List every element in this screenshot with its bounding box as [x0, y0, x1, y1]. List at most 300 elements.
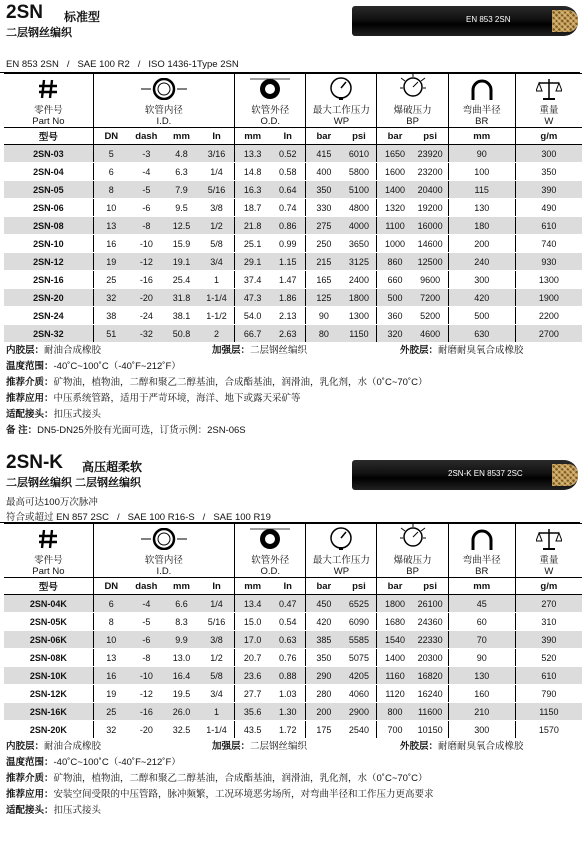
- part-number-cell: 2SN-05: [4, 181, 93, 199]
- value-cell: 3/8: [199, 199, 235, 217]
- part-number-cell: 2SN-06K: [4, 631, 93, 649]
- value-cell: -6: [129, 631, 164, 649]
- value-cell: 0.63: [270, 631, 306, 649]
- value-cell: 8.3: [164, 613, 199, 631]
- weight-header: 重量 W: [515, 74, 582, 128]
- value-cell: 2.13: [270, 307, 306, 325]
- value-cell: 4800: [341, 199, 377, 217]
- product-code: 2SN: [6, 2, 43, 23]
- value-cell: 290: [306, 667, 342, 685]
- value-cell: 300: [448, 271, 515, 289]
- value-cell: 4.8: [164, 145, 199, 163]
- value-cell: 19: [93, 685, 129, 703]
- value-cell: 215: [306, 253, 342, 271]
- value-cell: 100: [448, 163, 515, 181]
- hash-icon: [38, 78, 58, 100]
- id-header-k: 软管内径 I.D.: [93, 524, 234, 578]
- spec-table-2sn-k: [4, 523, 582, 739]
- value-cell: 2540: [341, 721, 377, 739]
- value-cell: 4205: [341, 667, 377, 685]
- value-cell: 420: [306, 613, 342, 631]
- part-number-cell: 2SN-03: [4, 145, 93, 163]
- hose-print-k: 2SN-K EN 8537 2SC: [448, 469, 523, 478]
- scale-icon: [536, 528, 562, 550]
- value-cell: 210: [448, 703, 515, 721]
- value-cell: 6.6: [164, 595, 199, 613]
- table-row: [4, 631, 582, 649]
- value-cell: 20.7: [235, 649, 271, 667]
- value-cell: -20: [129, 721, 164, 739]
- value-cell: 25.4: [164, 271, 199, 289]
- value-cell: 1/2: [199, 649, 235, 667]
- value-cell: 1540: [377, 631, 413, 649]
- value-cell: 250: [306, 235, 342, 253]
- value-cell: 1/4: [199, 595, 235, 613]
- value-cell: 1680: [377, 613, 413, 631]
- weight-header-k: 重量 W: [515, 524, 582, 578]
- value-cell: 4000: [341, 217, 377, 235]
- value-cell: 14600: [413, 235, 449, 253]
- part-number-cell: 2SN-06: [4, 199, 93, 217]
- value-cell: 180: [448, 217, 515, 235]
- value-cell: 16: [93, 667, 129, 685]
- value-cell: 320: [377, 325, 413, 343]
- hose-id-icon: [141, 528, 187, 550]
- column-header-row: 型号 DN dash mm In mm In bar psi bar psi mm g/m: [4, 128, 582, 145]
- value-cell: 16: [93, 235, 129, 253]
- value-cell: 415: [306, 145, 342, 163]
- value-cell: 1800: [377, 595, 413, 613]
- value-cell: 38: [93, 307, 129, 325]
- value-cell: 1.03: [270, 685, 306, 703]
- value-cell: 740: [515, 235, 582, 253]
- value-cell: -24: [129, 307, 164, 325]
- value-cell: 90: [448, 649, 515, 667]
- value-cell: 1/2: [199, 217, 235, 235]
- value-cell: 1.47: [270, 271, 306, 289]
- value-cell: 0.58: [270, 163, 306, 181]
- value-cell: 1300: [341, 307, 377, 325]
- value-cell: -5: [129, 181, 164, 199]
- material-info-2sn: 内胶层：耐油合成橡胶 加强层：二层钢丝编织 外胶层：耐磨耐臭氧合成橡胶 温度范围：-40˚C~100˚C（-40˚F~212˚F） 推荐介质：矿物油，植物油，二醇和聚乙二醇基油，合成酯基油，润滑油，乳化剂，水（0˚C~70˚C） 推荐应用：中压系统管路，适用于严苛环境，海洋、地下或露天采矿等 适配接头：扣压式接头 备 注：DN5-DN25外胶有光面可选，订货示例：2SN-06S: [6, 345, 524, 436]
- value-cell: 1320: [377, 199, 413, 217]
- value-cell: 32.5: [164, 721, 199, 739]
- table-row: [4, 613, 582, 631]
- value-cell: 25.1: [235, 235, 271, 253]
- value-cell: 450: [306, 595, 342, 613]
- value-cell: 26100: [413, 595, 449, 613]
- bend-radius-icon: [469, 78, 495, 100]
- wp-header: 最大工作压力 WP: [306, 74, 377, 128]
- value-cell: 520: [515, 649, 582, 667]
- part-number-cell: 2SN-04: [4, 163, 93, 181]
- value-cell: 6: [93, 595, 129, 613]
- part-number-cell: 2SN-04K: [4, 595, 93, 613]
- part-number-cell: 2SN-12K: [4, 685, 93, 703]
- value-cell: 26.0: [164, 703, 199, 721]
- table-row: [4, 235, 582, 253]
- value-cell: 610: [515, 667, 582, 685]
- value-cell: 3/4: [199, 685, 235, 703]
- value-cell: 1150: [515, 703, 582, 721]
- value-cell: 16000: [413, 217, 449, 235]
- value-cell: -12: [129, 685, 164, 703]
- spec-table-2sn: [4, 73, 582, 343]
- value-cell: -20: [129, 289, 164, 307]
- value-cell: 19: [93, 253, 129, 271]
- value-cell: 1120: [377, 685, 413, 703]
- value-cell: -8: [129, 217, 164, 235]
- value-cell: 2200: [515, 307, 582, 325]
- value-cell: 20400: [413, 181, 449, 199]
- part-number-cell: 2SN-16K: [4, 703, 93, 721]
- value-cell: 23.6: [235, 667, 271, 685]
- value-cell: 1.15: [270, 253, 306, 271]
- value-cell: 280: [306, 685, 342, 703]
- value-cell: 51: [93, 325, 129, 343]
- value-cell: 2.63: [270, 325, 306, 343]
- value-cell: 2700: [515, 325, 582, 343]
- value-cell: -32: [129, 325, 164, 343]
- value-cell: 9600: [413, 271, 449, 289]
- od-header-k: 软管外径 O.D.: [235, 524, 306, 578]
- value-cell: 1300: [515, 271, 582, 289]
- value-cell: 0.64: [270, 181, 306, 199]
- value-cell: 300: [448, 721, 515, 739]
- value-cell: -10: [129, 667, 164, 685]
- product-type: 标准型: [64, 10, 101, 24]
- value-cell: 1: [199, 271, 235, 289]
- value-cell: 385: [306, 631, 342, 649]
- section-2sn-k: [0, 450, 586, 819]
- column-header-row-k: 型号 DN dash mm In mm In bar psi bar psi mm g/m: [4, 578, 582, 595]
- value-cell: 50.8: [164, 325, 199, 343]
- value-cell: 43.5: [235, 721, 271, 739]
- value-cell: -16: [129, 271, 164, 289]
- value-cell: 1-1/4: [199, 721, 235, 739]
- value-cell: 1160: [377, 667, 413, 685]
- value-cell: 14.8: [235, 163, 271, 181]
- value-cell: 130: [448, 199, 515, 217]
- bp-header: 爆破压力 BP: [377, 74, 448, 128]
- value-cell: 860: [377, 253, 413, 271]
- table-row: [4, 595, 582, 613]
- value-cell: 0.88: [270, 667, 306, 685]
- part-number-cell: 2SN-16: [4, 271, 93, 289]
- value-cell: 360: [377, 307, 413, 325]
- value-cell: 0.76: [270, 649, 306, 667]
- value-cell: 1800: [341, 289, 377, 307]
- value-cell: 1000: [377, 235, 413, 253]
- value-cell: 5100: [341, 181, 377, 199]
- table-row: [4, 145, 582, 163]
- value-cell: 930: [515, 253, 582, 271]
- table-row: [4, 181, 582, 199]
- part-no-header-k: 零件号 Part No: [4, 524, 93, 578]
- value-cell: 20300: [413, 649, 449, 667]
- value-cell: 18.7: [235, 199, 271, 217]
- value-cell: 21.8: [235, 217, 271, 235]
- hose-image: [352, 6, 578, 36]
- value-cell: 6: [93, 163, 129, 181]
- value-cell: 630: [448, 325, 515, 343]
- hose-id-icon: [141, 78, 187, 100]
- hash-icon: [38, 528, 58, 550]
- value-cell: 0.99: [270, 235, 306, 253]
- value-cell: 1-1/2: [199, 307, 235, 325]
- hose-od-icon: [250, 528, 290, 550]
- value-cell: 390: [515, 181, 582, 199]
- value-cell: 38.1: [164, 307, 199, 325]
- wp-header-k: 最大工作压力 WP: [306, 524, 377, 578]
- value-cell: 19.1: [164, 253, 199, 271]
- table-row: [4, 703, 582, 721]
- standards-line: EN 853 2SN / SAE 100 R2 / ISO 1436-1Type 2SN: [0, 59, 580, 73]
- value-cell: 35.6: [235, 703, 271, 721]
- value-cell: 10: [93, 631, 129, 649]
- value-cell: 1150: [341, 325, 377, 343]
- part-number-cell: 2SN-10: [4, 235, 93, 253]
- value-cell: 350: [515, 163, 582, 181]
- part-number-cell: 2SN-20: [4, 289, 93, 307]
- value-cell: 500: [448, 307, 515, 325]
- table-row: [4, 649, 582, 667]
- value-cell: 29.1: [235, 253, 271, 271]
- value-cell: 25: [93, 271, 129, 289]
- table-row: [4, 685, 582, 703]
- value-cell: 1600: [377, 163, 413, 181]
- value-cell: 310: [515, 613, 582, 631]
- value-cell: 300: [515, 145, 582, 163]
- value-cell: 5200: [413, 307, 449, 325]
- value-cell: 16.3: [235, 181, 271, 199]
- value-cell: 16240: [413, 685, 449, 703]
- value-cell: 200: [448, 235, 515, 253]
- value-cell: 1.30: [270, 703, 306, 721]
- value-cell: 8: [93, 613, 129, 631]
- value-cell: 5: [93, 145, 129, 163]
- product-subtitle-k: 二层钢丝编织 二层钢丝编织: [6, 477, 142, 489]
- value-cell: 0.54: [270, 613, 306, 631]
- part-number-cell: 2SN-24: [4, 307, 93, 325]
- icon-header-row: [4, 74, 582, 128]
- value-cell: 0.47: [270, 595, 306, 613]
- value-cell: 7200: [413, 289, 449, 307]
- value-cell: -8: [129, 649, 164, 667]
- value-cell: 6525: [341, 595, 377, 613]
- value-cell: 15.0: [235, 613, 271, 631]
- value-cell: 6010: [341, 145, 377, 163]
- product-code-k: 2SN-K: [6, 452, 64, 473]
- value-cell: 500: [377, 289, 413, 307]
- value-cell: 1400: [377, 181, 413, 199]
- value-cell: -10: [129, 235, 164, 253]
- value-cell: 1/4: [199, 163, 235, 181]
- value-cell: 9.5: [164, 199, 199, 217]
- value-cell: 27.7: [235, 685, 271, 703]
- value-cell: 32: [93, 289, 129, 307]
- table-row: [4, 667, 582, 685]
- value-cell: 3650: [341, 235, 377, 253]
- value-cell: 11600: [413, 703, 449, 721]
- value-cell: -6: [129, 199, 164, 217]
- value-cell: 160: [448, 685, 515, 703]
- value-cell: 10: [93, 199, 129, 217]
- value-cell: 13: [93, 649, 129, 667]
- value-cell: 16820: [413, 667, 449, 685]
- value-cell: 9.9: [164, 631, 199, 649]
- value-cell: 5/8: [199, 235, 235, 253]
- value-cell: 130: [448, 667, 515, 685]
- pulse-note: 最高可达100万次脉冲: [6, 497, 98, 508]
- value-cell: 23200: [413, 163, 449, 181]
- value-cell: 1570: [515, 721, 582, 739]
- value-cell: 165: [306, 271, 342, 289]
- table-row: [4, 325, 582, 343]
- part-no-header: 零件号 Part No: [4, 74, 93, 128]
- value-cell: 275: [306, 217, 342, 235]
- table-row: [4, 307, 582, 325]
- hose-od-icon: [250, 78, 290, 100]
- value-cell: 2900: [341, 703, 377, 721]
- burst-gauge-icon: [399, 524, 427, 550]
- br-header: 弯曲半径 BR: [448, 74, 515, 128]
- value-cell: -3: [129, 145, 164, 163]
- value-cell: 4060: [341, 685, 377, 703]
- value-cell: 490: [515, 199, 582, 217]
- pressure-gauge-icon: [329, 76, 353, 100]
- value-cell: 5/16: [199, 181, 235, 199]
- value-cell: 22330: [413, 631, 449, 649]
- value-cell: 23920: [413, 145, 449, 163]
- table-row: [4, 217, 582, 235]
- material-info-2sn-k: 内胶层：耐油合成橡胶 加强层：二层钢丝编织 外胶层：耐磨耐臭氧合成橡胶 温度范围：-40˚C~100˚C（-40˚F~212˚F） 推荐介质：矿物油，植物油，二醇和聚乙二醇基油，合成酯基油，润滑油，乳化剂，水（0˚C~70˚C） 推荐应用：安装空间受限的中压管路，脉冲频繁，工况环境恶劣场所，对弯曲半径和工作压力更高要求 适配接头：扣压式接头: [6, 741, 524, 816]
- value-cell: 13: [93, 217, 129, 235]
- standards-line-k: 符合或超过 EN 857 2SC / SAE 100 R16-S / SAE 100 R19: [0, 509, 580, 523]
- value-cell: 200: [306, 703, 342, 721]
- value-cell: 19.5: [164, 685, 199, 703]
- part-number-cell: 2SN-12: [4, 253, 93, 271]
- value-cell: 1650: [377, 145, 413, 163]
- bend-radius-icon: [469, 528, 495, 550]
- value-cell: 610: [515, 217, 582, 235]
- value-cell: 660: [377, 271, 413, 289]
- icon-header-row-k: [4, 524, 582, 578]
- value-cell: 90: [306, 307, 342, 325]
- value-cell: 45: [448, 595, 515, 613]
- hose-print: EN 853 2SN: [466, 15, 511, 24]
- pressure-gauge-icon: [329, 526, 353, 550]
- value-cell: 70: [448, 631, 515, 649]
- value-cell: 54.0: [235, 307, 271, 325]
- value-cell: 5/8: [199, 667, 235, 685]
- value-cell: 10150: [413, 721, 449, 739]
- value-cell: -4: [129, 163, 164, 181]
- value-cell: 1900: [515, 289, 582, 307]
- value-cell: 0.74: [270, 199, 306, 217]
- value-cell: -5: [129, 613, 164, 631]
- value-cell: 3/16: [199, 145, 235, 163]
- value-cell: 1100: [377, 217, 413, 235]
- part-number-cell: 2SN-08K: [4, 649, 93, 667]
- value-cell: 32: [93, 721, 129, 739]
- hose-image-k: [352, 460, 578, 490]
- value-cell: 12.5: [164, 217, 199, 235]
- value-cell: 5585: [341, 631, 377, 649]
- value-cell: 60: [448, 613, 515, 631]
- value-cell: 5/16: [199, 613, 235, 631]
- value-cell: 350: [306, 649, 342, 667]
- product-type-k: 高压超柔软: [82, 460, 143, 474]
- value-cell: 125: [306, 289, 342, 307]
- bp-header-k: 爆破压力 BP: [377, 524, 448, 578]
- value-cell: 6.3: [164, 163, 199, 181]
- part-number-cell: 2SN-08: [4, 217, 93, 235]
- value-cell: 5075: [341, 649, 377, 667]
- value-cell: 2: [199, 325, 235, 343]
- value-cell: 350: [306, 181, 342, 199]
- table-row: [4, 199, 582, 217]
- value-cell: 12500: [413, 253, 449, 271]
- value-cell: 115: [448, 181, 515, 199]
- value-cell: 3/4: [199, 253, 235, 271]
- table-row: [4, 271, 582, 289]
- value-cell: 1400: [377, 649, 413, 667]
- part-number-cell: 2SN-10K: [4, 667, 93, 685]
- value-cell: 16.4: [164, 667, 199, 685]
- part-number-cell: 2SN-05K: [4, 613, 93, 631]
- value-cell: 5800: [341, 163, 377, 181]
- value-cell: 790: [515, 685, 582, 703]
- value-cell: -4: [129, 595, 164, 613]
- value-cell: 700: [377, 721, 413, 739]
- value-cell: 90: [448, 145, 515, 163]
- value-cell: 1.86: [270, 289, 306, 307]
- product-subtitle: 二层钢丝编织: [6, 27, 72, 39]
- value-cell: 400: [306, 163, 342, 181]
- value-cell: 270: [515, 595, 582, 613]
- id-header: 软管内径 I.D.: [93, 74, 234, 128]
- burst-gauge-icon: [399, 74, 427, 100]
- value-cell: 13.4: [235, 595, 271, 613]
- value-cell: 7.9: [164, 181, 199, 199]
- value-cell: 4600: [413, 325, 449, 343]
- value-cell: 6090: [341, 613, 377, 631]
- value-cell: 800: [377, 703, 413, 721]
- value-cell: 330: [306, 199, 342, 217]
- value-cell: 17.0: [235, 631, 271, 649]
- value-cell: 31.8: [164, 289, 199, 307]
- value-cell: 0.86: [270, 217, 306, 235]
- value-cell: 47.3: [235, 289, 271, 307]
- value-cell: 390: [515, 631, 582, 649]
- value-cell: 2400: [341, 271, 377, 289]
- value-cell: 15.9: [164, 235, 199, 253]
- value-cell: 1-1/4: [199, 289, 235, 307]
- value-cell: 175: [306, 721, 342, 739]
- table-row: [4, 163, 582, 181]
- value-cell: -16: [129, 703, 164, 721]
- value-cell: 3125: [341, 253, 377, 271]
- br-header-k: 弯曲半径 BR: [448, 524, 515, 578]
- value-cell: 1.72: [270, 721, 306, 739]
- value-cell: 1: [199, 703, 235, 721]
- part-number-cell: 2SN-32: [4, 325, 93, 343]
- value-cell: 420: [448, 289, 515, 307]
- table-row: [4, 289, 582, 307]
- value-cell: 25: [93, 703, 129, 721]
- value-cell: 19200: [413, 199, 449, 217]
